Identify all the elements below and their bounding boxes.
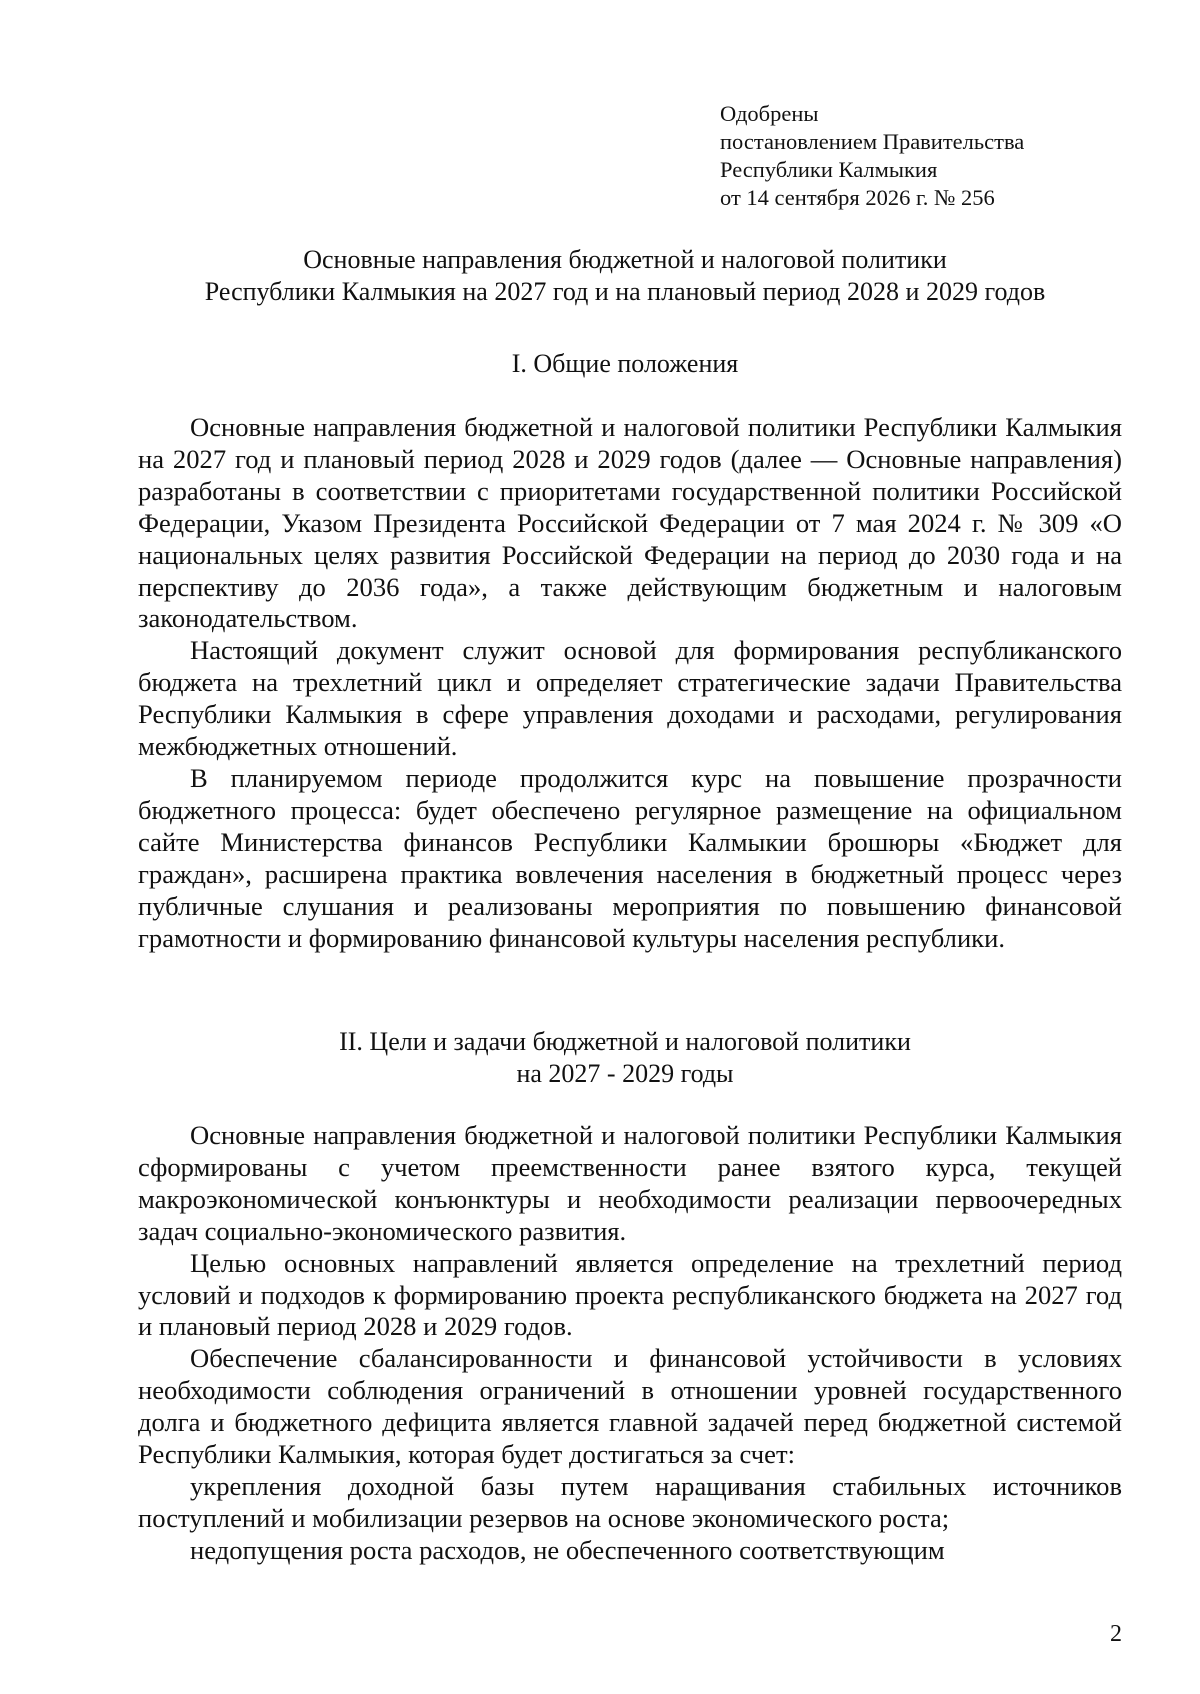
approval-date-line: от 14 сентября 2026 г. № 256: [720, 185, 995, 210]
section-heading-text: II. Цели и задачи бюджетной и налоговой политики: [339, 1027, 911, 1056]
document-title: [130, 244, 1120, 308]
paragraph: Основные направления бюджетной и налоговой политики Республики Калмыкия на 2027 год и плановый период 2028 и 2029 годов (далее — Основные направления) разработаны в соответствии с приоритетами государственной политики Российской Федерации, Указом Президента Российской Федерации от 7 мая 2024 г. № 309 «О национальных целях развития Российской Федерации на период до 2030 года и на перспективу до 2036 года», а также действующим бюджетным и налоговым законодательством.: [138, 412, 1122, 634]
paragraph: недопущения роста расходов, не обеспеченного соответствующим: [190, 1534, 945, 1565]
title-line: Республики Калмыкия на 2027 год и на плановый период 2028 и 2029 годов: [204, 277, 1046, 306]
title-line: Основные направления бюджетной и налоговой политики: [303, 245, 947, 274]
paragraph: укрепления доходной базы путем наращивания стабильных источников поступлений и мобилизации резервов на основе экономического роста;: [138, 1470, 1122, 1533]
page-number: 2: [1110, 1621, 1122, 1647]
section-heading-text: на 2027 - 2029 годы: [516, 1059, 734, 1088]
paragraph: Основные направления бюджетной и налоговой политики Республики Калмыкия сформированы с учетом преемственности ранее взятого курса, текущей макроэкономической конъюнктуры и необходимости реализации первоочередных задач социально-экономического развития.: [138, 1120, 1122, 1246]
section-1-body: [138, 412, 1122, 954]
paragraph: Обеспечение сбалансированности и финансовой устойчивости в условиях необходимости соблюдения ограничений в отношении уровней государственного долга и бюджетного дефицита является главной задачей перед бюджетной системой Республики Калмыкия, которая будет достигаться за счет:: [138, 1343, 1122, 1470]
paragraph: Целью основных направлений является определение на трехлетний период условий и подходов к формированию проекта республиканского бюджета на 2027 год и плановый период 2028 и 2029 годов.: [138, 1247, 1122, 1342]
paragraph: В планируемом периоде продолжится курс на повышение прозрачности бюджетного процесса: будет обеспечено регулярное размещение на официальном сайте Министерства финансов Республики Калмыкии брошюры «Бюджет для граждан», расширена практика вовлечения населения в бюджетный процесс через публичные слушания и реализованы мероприятия по повышению финансовой грамотности и формированию финансовой культуры населения республики.: [138, 762, 1122, 953]
section-heading-text: I. Общие положения: [511, 349, 739, 378]
section-2-heading: [130, 1026, 1120, 1090]
approval-stamp: [720, 100, 1140, 212]
section-1-heading: [130, 348, 1120, 380]
approval-line: Одобрены: [720, 101, 819, 126]
approval-line: Республики Калмыкия: [720, 157, 938, 182]
approval-line: постановлением Правительства: [720, 129, 1025, 154]
paragraph: Настоящий документ служит основой для формирования республиканского бюджета на трехлетний цикл и определяет стратегические задачи Правительства Республики Калмыкия в сфере управления доходами и расходами, регулирования межбюджетных отношений.: [138, 635, 1122, 762]
section-2-body: [138, 1120, 1122, 1567]
